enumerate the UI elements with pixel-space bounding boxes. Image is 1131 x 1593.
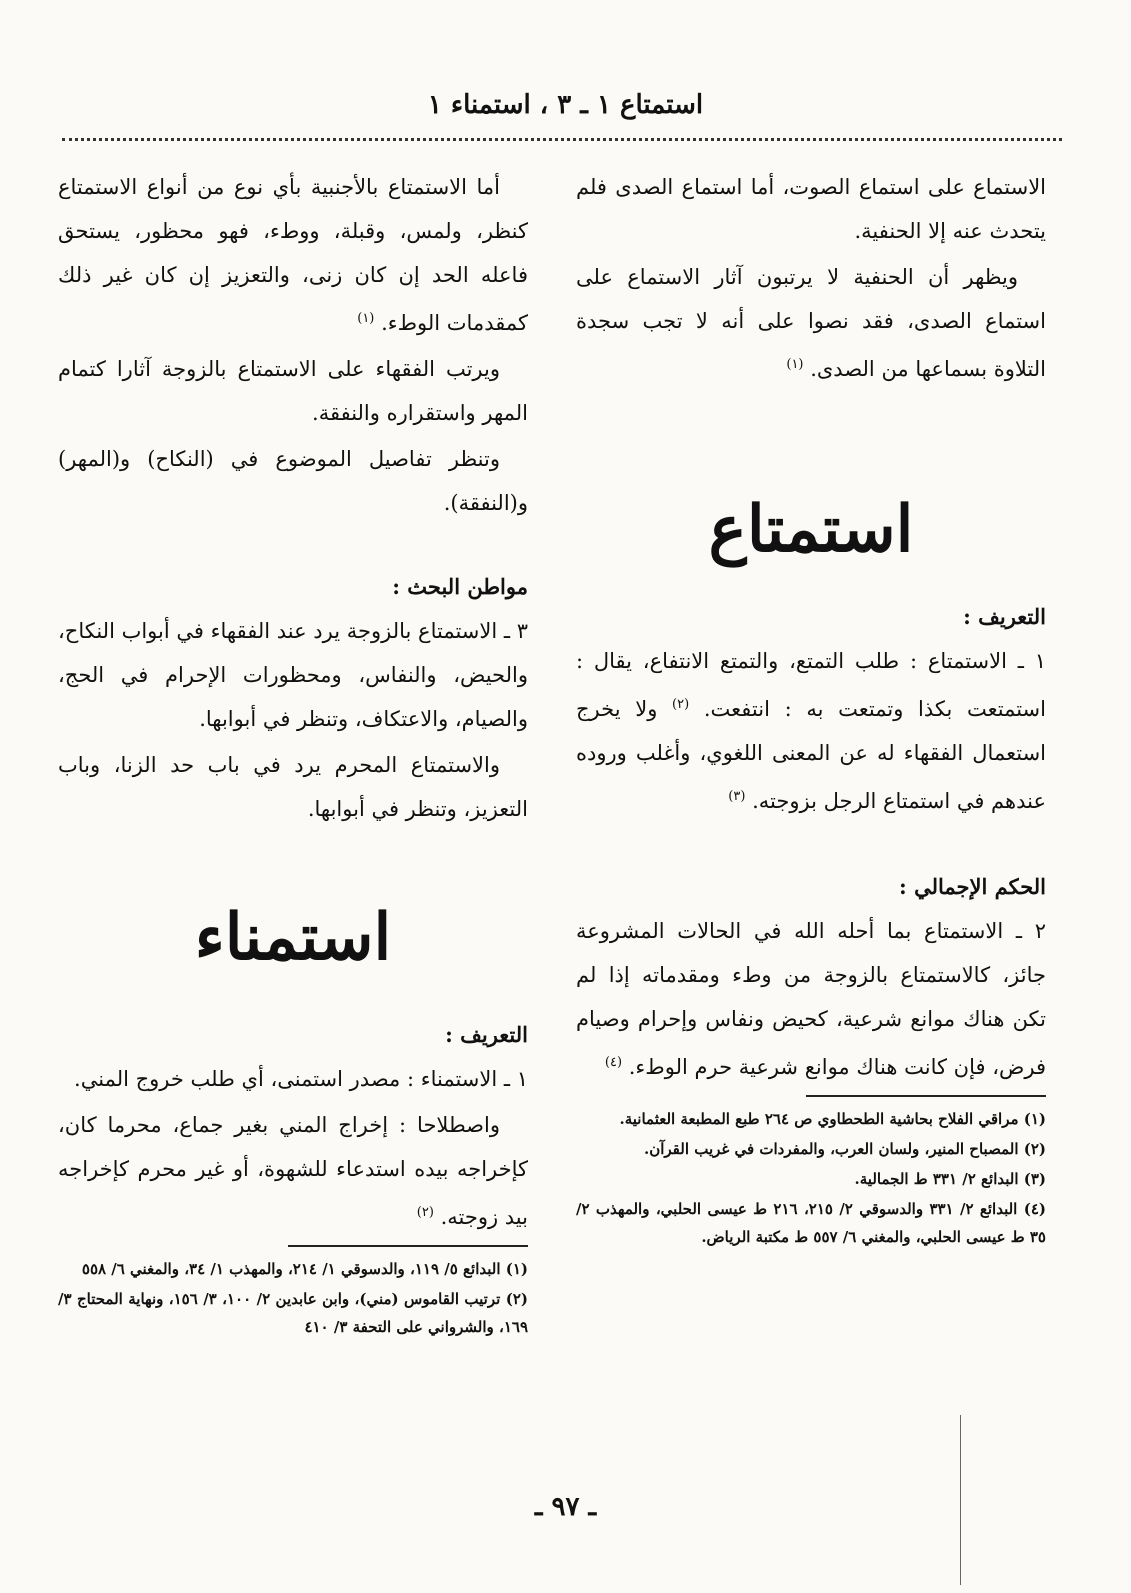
footnote-ref: (٤) (604, 1055, 623, 1070)
header-divider (62, 138, 1062, 141)
entry-title: استمتاع (708, 492, 914, 567)
footnote-ref: (١) (786, 357, 804, 372)
paragraph: ٣ ـ الاستمتاع بالزوجة يرد عند الفقهاء في أبواب النكاح، والحيض، والنفاس، ومحظورات الإحرام في الحج، والصيام، والاعتكاف، وتنظر في أبوابها. (58, 619, 528, 731)
footnote: (٢) ترتيب القاموس (مني)، وابن عابدين ٢/ ١٠٠، ٣/ ١٥٦، ونهاية المحتاج ٣/ ١٦٩، والشرواني على التحفة ٣/ ٤١٠ (58, 1290, 528, 1336)
paragraph: وتنظر تفاصيل الموضوع في (النكاح) و(المهر) و(النفقة). (58, 447, 528, 515)
footnote-ref: (٣) (728, 789, 746, 804)
section-heading: التعريف : (445, 1022, 528, 1047)
section-heading: التعريف : (963, 604, 1046, 629)
section-heading: الحكم الإجمالي : (899, 874, 1046, 899)
footnote-ref: (٢) (416, 1205, 434, 1220)
paragraph: الاستماع على استماع الصوت، أما استماع الصدى فلم يتحدث عنه إلا الحنفية. (576, 175, 1046, 243)
running-header: استمتاع ١ ـ ٣ ، استمناء ١ (427, 90, 704, 120)
paragraph: واصطلاحا : إخراج المني بغير جماع، محرما كان، كإخراجه بيده استدعاء للشهوة، أو غير محرم كإخراجه بيد زوجته. $^{(٢)}$ (58, 1113, 528, 1229)
footnote-rule (806, 1095, 1046, 1097)
footnotes (58, 1255, 528, 1341)
footnote: (١) البدائع ٥/ ١١٩، والدسوقي ١/ ٢١٤، والمهذب ١/ ٣٤، والمغني ٦/ ٥٥٨ (81, 1260, 528, 1278)
paragraph: أما الاستمتاع بالأجنبية بأي نوع من أنواع الاستمتاع كنظر، ولمس، وقبلة، ووطء، فهو محظور، يستحق فاعله الحد إن كان زنى، والتعزيز إن كان غير ذلك كمقدمات الوطء. $^{(١)}$ (58, 175, 528, 335)
paragraph: والاستمتاع المحرم يرد في باب حد الزنا، وباب التعزيز، وتنظر في أبوابها. (58, 753, 528, 821)
footnote-ref: (٢) (672, 697, 690, 712)
footnote: (٤) البدائع ٢/ ٣٣١ والدسوقي ٢/ ٢١٥، ٢١٦ ط عيسى الحلبي، والمهذب ٢/ ٣٥ ط عيسى الحلبي، والمغني ٦/ ٥٥٧ ط مكتبة الرياض. (576, 1200, 1046, 1246)
section-heading: مواطن البحث : (392, 574, 528, 599)
page-number: ـ ٩٧ ـ (534, 1492, 597, 1522)
left-column (58, 165, 528, 1343)
paragraph: ويظهر أن الحنفية لا يرتبون آثار الاستماع على استماع الصدى، فقد نصوا على أنه لا تجب سجدة التلاوة بسماعها من الصدى. $^{(١)}$ (576, 265, 1046, 381)
footnote: (١) مراقي الفلاح بحاشية الطحطاوي ص ٢٦٤ طبع المطبعة العثمانية. (619, 1110, 1046, 1128)
footnote: (٢) المصباح المنير، ولسان العرب، والمفردات في غريب القرآن. (643, 1140, 1046, 1158)
entry-title: استمناء (194, 900, 392, 975)
footnote-ref: (١) (357, 311, 375, 326)
footnotes (576, 1105, 1046, 1251)
paragraph: ٢ ـ الاستمتاع بما أحله الله في الحالات المشروعة جائز، كالاستمتاع بالزوجة من وطء ومقدماته إذا لم تكن هناك موانع شرعية، كحيض ونفاس وإحرام وصيام فرض، فإن كانت هناك موانع شرعية حرم الوطء. $^{(٤)}$ (576, 919, 1046, 1079)
footnote-rule (288, 1245, 528, 1247)
paragraph: ١ ـ الاستمتاع : طلب التمتع، والتمتع الانتفاع، يقال : استمتعت بكذا وتمتعت به : انتفعت. $^{(٢)}$ ولا يخرج استعمال الفقهاء له عن المعنى اللغوي، وأغلب وروده عندهم في استمتاع الرجل بزوجته. $^{(٣)}$ (576, 649, 1046, 813)
paragraph: ١ ـ الاستمناء : مصدر استمنى، أي طلب خروج المني. (74, 1067, 528, 1091)
right-column (576, 165, 1046, 1253)
paragraph: ويرتب الفقهاء على الاستمتاع بالزوجة آثارا كتمام المهر واستقراره والنفقة. (58, 357, 528, 425)
footnote: (٣) البدائع ٢/ ٣٣١ ط الجمالية. (854, 1170, 1046, 1188)
